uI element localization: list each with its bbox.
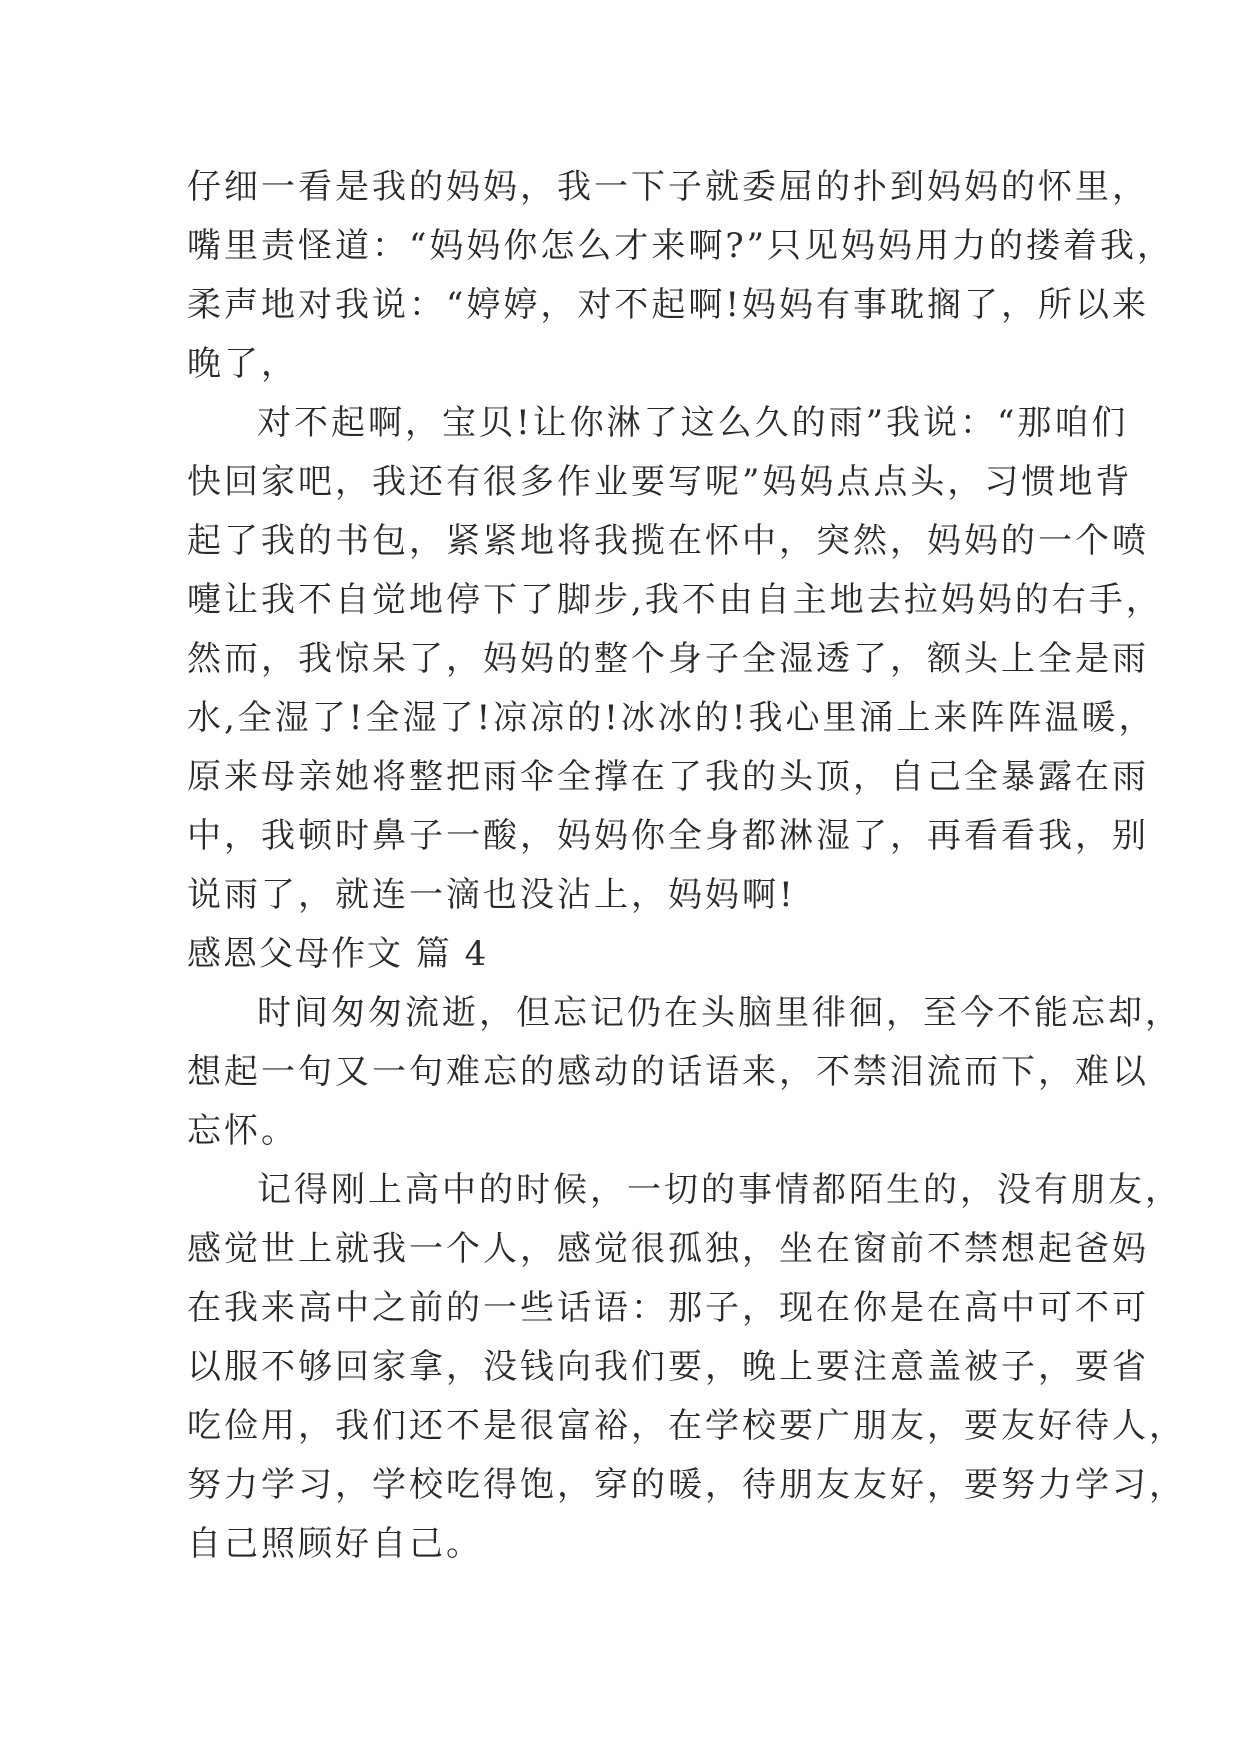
text-line: 嘴里责怪道：“妈妈你怎么才来啊?”只见妈妈用力的搂着我， [187,226,1174,266]
text-line: 然而，我惊呆了，妈妈的整个身子全湿透了，额头上全是雨 [187,639,1149,679]
text-line: 中，我顿时鼻子一酸，妈妈你全身都淋湿了，再看看我，别 [187,816,1149,856]
text-line: 感觉世上就我一个人，感觉很孤独，坐在窗前不禁想起爸妈 [187,1229,1149,1269]
document-body [187,158,1186,1574]
text-line: 想起一句又一句难忘的感动的话语来，不禁泪流而下，难以 [187,1052,1149,1092]
paragraph-2 [187,394,1163,925]
text-line: 忘怀。 [187,1111,298,1151]
text-line: 晚了， [187,344,298,384]
text-line: 仔细一看是我的妈妈，我一下子就委屈的扑到妈妈的怀里， [187,167,1149,207]
text-line: 水,全湿了!全湿了!凉凉的!冰冰的!我心里涌上来阵阵温暖， [187,698,1156,738]
section-heading: 感恩父母作文 篇 4 [187,934,489,974]
paragraph-1 [187,158,1174,394]
text-line: 记得刚上高中的时候，一切的事情都陌生的，没有朋友， [257,1170,1182,1210]
text-line: 柔声地对我说：“婷婷，对不起啊!妈妈有事耽搁了，所以来 [187,285,1150,325]
text-line: 在我来高中之前的一些话语：那子，现在你是在高中可不可 [187,1288,1149,1328]
text-line: 吃俭用，我们还不是很富裕，在学校要广朋友，要友好待人， [187,1406,1186,1446]
text-line: 原来母亲她将整把雨伞全撑在了我的头顶，自己全暴露在雨 [187,757,1149,797]
text-line: 以服不够回家拿，没钱向我们要，晚上要注意盖被子，要省 [187,1347,1149,1387]
text-line: 说雨了，就连一滴也没沾上，妈妈啊! [187,875,796,915]
text-line: 自己照顾好自己。 [187,1524,483,1564]
text-line: 起了我的书包，紧紧地将我揽在怀中，突然，妈妈的一个喷 [187,521,1149,561]
paragraph-4 [187,1161,1186,1574]
text-line: 时间匆匆流逝，但忘记仍在头脑里徘徊，至今不能忘却， [257,993,1182,1033]
text-line: 努力学习，学校吃得饱，穿的暖，待朋友友好，要努力学习， [187,1465,1186,1505]
text-line: 对不起啊，宝贝!让你淋了这么久的雨”我说：“那咱们 [257,403,1129,443]
paragraph-3 [187,984,1182,1161]
text-line: 快回家吧，我还有很多作业要写呢”妈妈点点头，习惯地背 [187,462,1133,502]
text-line: 嚏让我不自觉地停下了脚步,我不由自主地去拉妈妈的右手， [187,580,1163,620]
